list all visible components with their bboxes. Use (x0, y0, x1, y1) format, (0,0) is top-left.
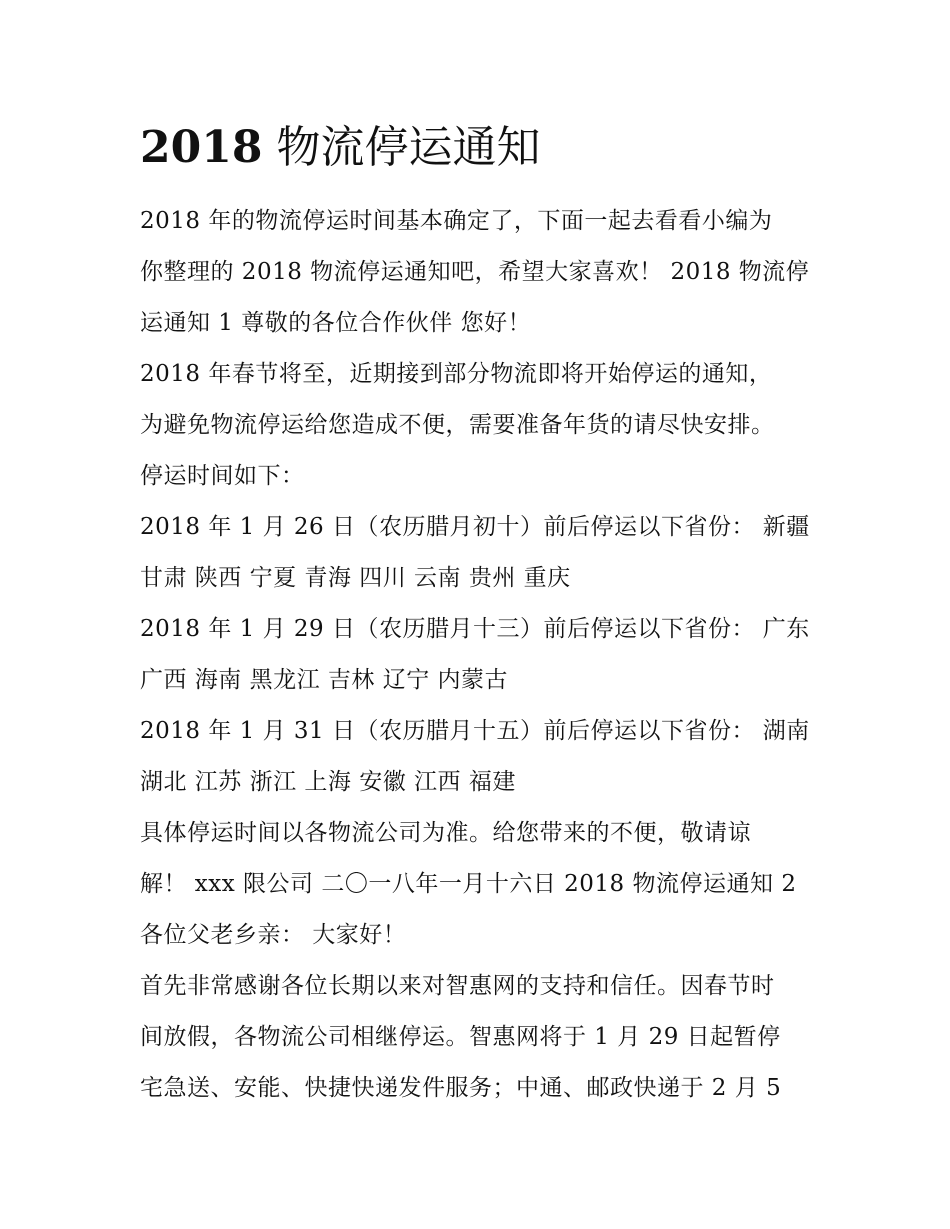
body-line: 2018 年的物流停运时间基本确定了，下面一起去看看小编为 (140, 208, 773, 234)
document-body (140, 196, 820, 1114)
body-line: 首先非常感谢各位长期以来对智惠网的支持和信任。因春节时 (140, 973, 775, 999)
title-year: 2018 (140, 122, 263, 173)
body-line: 2018 年春节将至，近期接到部分物流即将开始停运的通知， (140, 361, 773, 387)
body-line: 2018 年 1 月 29 日（农历腊月十三）前后停运以下省份： 广东 (140, 616, 810, 642)
body-line: 为避免物流停运给您造成不便，需要准备年货的请尽快安排。 (140, 412, 775, 438)
body-line: 2018 年 1 月 26 日（农历腊月初十）前后停运以下省份： 新疆 (140, 514, 810, 540)
page-title (140, 118, 540, 178)
body-line: 解！ xxx 限公司 二〇一八年一月十六日 2018 物流停运通知 2 (140, 871, 797, 897)
body-line: 甘肃 陕西 宁夏 青海 四川 云南 贵州 重庆 (140, 565, 571, 591)
title-text: 物流停运通知 (262, 122, 541, 173)
body-line: 具体停运时间以各物流公司为准。给您带来的不便，敬请谅 (140, 820, 751, 846)
body-line: 宅急送、安能、快捷快递发件服务；中通、邮政快递于 2 月 5 (140, 1075, 782, 1101)
body-line: 你整理的 2018 物流停运通知吧，希望大家喜欢！ 2018 物流停 (140, 259, 810, 285)
body-line: 广西 海南 黑龙江 吉林 辽宁 内蒙古 (140, 667, 509, 693)
body-line: 运通知 1 尊敬的各位合作伙伴 您好！ (140, 310, 532, 336)
body-line: 各位父老乡亲： 大家好！ (140, 922, 407, 948)
body-line: 湖北 江苏 浙江 上海 安徽 江西 福建 (140, 769, 516, 795)
body-line: 2018 年 1 月 31 日（农历腊月十五）前后停运以下省份： 湖南 (140, 718, 810, 744)
body-line: 停运时间如下： (140, 463, 305, 489)
body-line: 间放假，各物流公司相继停运。智惠网将于 1 月 29 日起暂停 (140, 1024, 781, 1050)
